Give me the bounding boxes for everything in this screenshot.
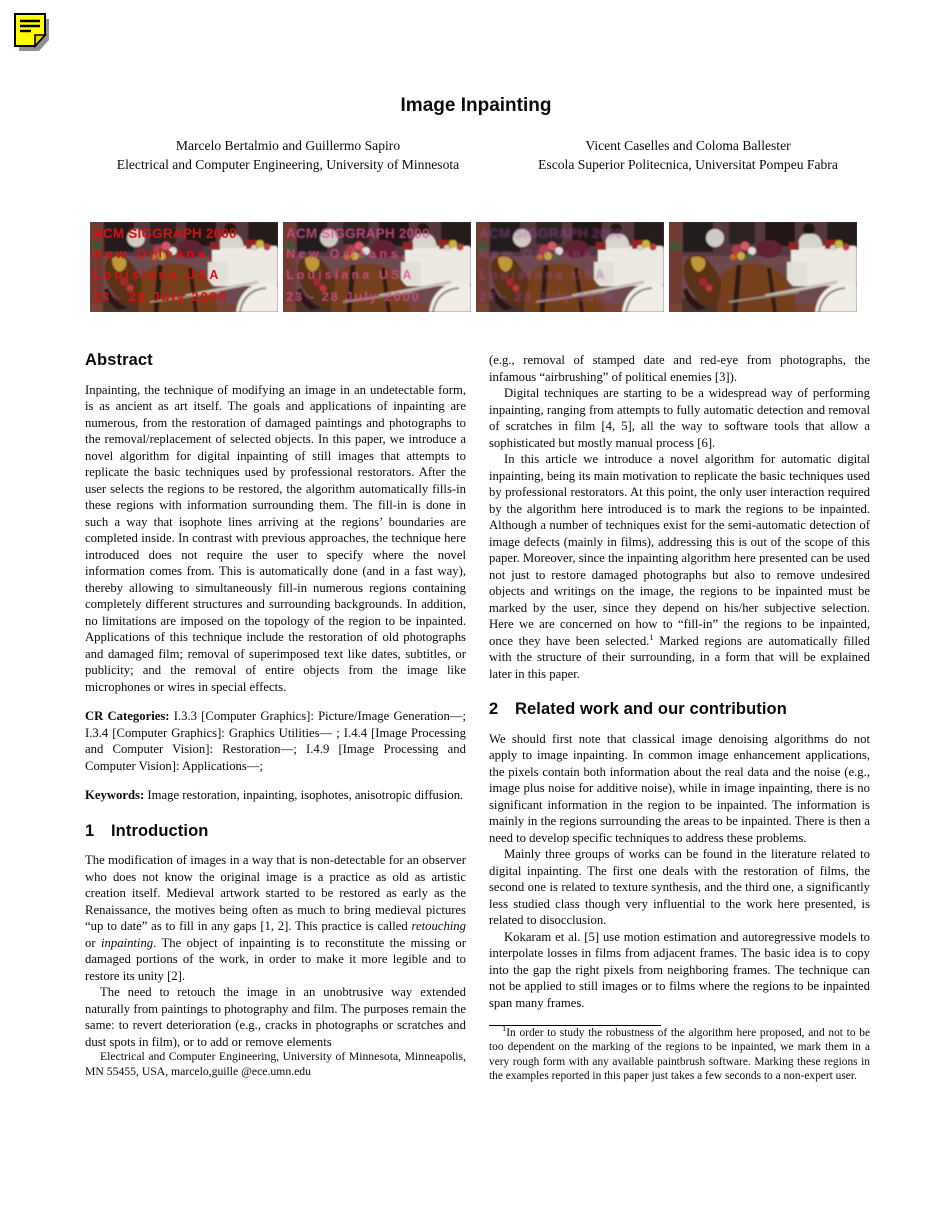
overlay-line-1: ACM SIGGRAPH 2000 xyxy=(479,226,623,241)
right-paragraph-2: Digital techniques are starting to be a widespread way of performing inpainting, ranging from attempts to fully automatic detection and removal of scratches in film [4, 5], all the way to software tools that allow a sophisticated but mostly manual process [6]. xyxy=(489,386,870,450)
section-2-title: Related work and our contribution xyxy=(515,700,787,718)
footnote-1-number: 1 xyxy=(502,1023,507,1034)
overlay-line-1: ACM SIGGRAPH 2000 xyxy=(286,226,430,241)
section-2-heading xyxy=(489,701,870,718)
section-2-number: 2 xyxy=(489,700,499,718)
cr-categories-paragraph xyxy=(85,708,466,774)
overlay-line-2: New Orleans, xyxy=(286,247,409,261)
section2-paragraph-2: Mainly three groups of works can be found in the literature related to digital inpainting. The first one deals with the restoration of films, the second one is related to texture synthesis, and the third one, a significantly less studied class though very influential to the work here presented, is related to disocclusion. xyxy=(489,847,870,927)
paper-title: Image Inpainting xyxy=(400,95,552,116)
cr-categories-label: CR Categories: xyxy=(85,709,170,723)
overlay-line-3: Louisiana USA xyxy=(286,268,415,282)
note-annotation-icon[interactable] xyxy=(12,12,56,60)
overlay-line-3 xyxy=(672,268,801,282)
author-block-right xyxy=(488,136,888,175)
figure-strip xyxy=(90,222,862,312)
overlay-line-4 xyxy=(672,289,807,304)
intro-p1-text-a: The modification of images in a way that is non-detectable for an observer who does not know the original image is a practice as old as artistic creation itself. Medieval artwork started to be restored as early as the Renaissance, the motives being often as much to bring medieval pictures “up to date” as to fill in any gaps [1, 2]. This practice is called xyxy=(85,853,466,933)
overlay-line-2 xyxy=(672,247,794,261)
note-annotation-glyph xyxy=(12,12,56,60)
intro-p1-text-c: . The object of inpainting is to reconstitute the missing or damaged portions of the work, in order to make it more legible and to restore its unity [2]. xyxy=(85,935,466,983)
right-p3-text-a: In this article we introduce a novel algorithm for automatic digital inpainting, being its main motivation to replicate the basic techniques used by professional restorators. At this point, the only user interaction required by the algorithm here introduced is to mark the regions to be inpainted. Although a number of techniques exist for the semi-automatic detection of image defects (mainly in films), addressing this is out of the scope of this paper. Moreover, since the inpainting algorithm here presented can be used not just to restore damaged photographs but also to remove undesired objects and writings on the image, the regions to be inpainted must be marked by the user, since they depend on his/her subjective selection. Here we are concerned on how to “fill-in” the regions to be inpainted, once they have been selected. xyxy=(489,452,870,648)
intro-p1-italic-retouching: retouching xyxy=(411,919,466,933)
figure-frame-2 xyxy=(283,222,471,312)
contact-note: Electrical and Computer Engineering, University of Minnesota, Minneapolis, MN 55455, USA, marcelo,guille @ece.umn.edu xyxy=(85,1050,466,1078)
author-names: Marcelo Bertalmio and Guillermo Sapiro xyxy=(175,138,401,153)
right-paragraph-3 xyxy=(489,451,870,682)
overlay-line-4: 23 - 28 July 2000 xyxy=(286,289,421,304)
left-column xyxy=(85,352,466,1079)
intro-p1-italic-inpainting: inpainting xyxy=(100,935,154,950)
intro-p1-text-b: or xyxy=(85,935,101,950)
keywords-label: Keywords: xyxy=(85,788,145,802)
cr-categories-text: I.3.3 [Computer Graphics]: Picture/Image Generation—; I.3.4 [Computer Graphics]: Graphics Utilities— ; I.4.4 [Image Processing and Computer Vision]: Restoration—; I.4.9 [Image Processing and Computer Vision]: Applications—; xyxy=(85,709,467,773)
intro-paragraph-2: The need to retouch the image in an unobtrusive way extended naturally from paintings to photography and film. The purposes remain the same: to revert deterioration (e.g., cracks in photographs or scratches and dust spots in film), or to add or remove elements xyxy=(85,985,466,1049)
right-column xyxy=(489,352,870,1084)
overlay-line-1: ACM SIGGRAPH 2000 xyxy=(93,226,237,241)
figure-frame-4 xyxy=(669,222,857,312)
section2-paragraph-3: Kokaram et al. [5] use motion estimation and autoregressive models to interpolate losses in films from adjacent frames. The basic idea is to copy into the gap the right pixels from neighboring frames. The technique can not be applied to still images or to films where the regions to be inpainted span many frames. xyxy=(489,929,870,1010)
intro-paragraph-1 xyxy=(85,852,466,984)
author-block-left xyxy=(88,136,488,175)
overlay-line-4: 23 - 28 July 2000 xyxy=(479,289,614,304)
author-affiliation: Escola Superior Politecnica, Universitat Pompeu Fabra xyxy=(538,157,838,173)
overlay-line-2: New Orleans, xyxy=(479,247,602,261)
figure-frame-3 xyxy=(476,222,664,312)
section-1-heading xyxy=(85,823,466,840)
section-1-number: 1 xyxy=(85,821,95,840)
author-affiliation: Electrical and Computer Engineering, University of Minnesota xyxy=(116,157,460,173)
abstract-heading: Abstract xyxy=(85,351,153,369)
right-paragraph-1: (e.g., removal of stamped date and red-eye from photographs, the infamous “airbrushing” of political enemies [3]). xyxy=(489,353,870,384)
siggraph-overlay-text xyxy=(476,222,664,312)
siggraph-overlay-text xyxy=(283,222,471,312)
right-p3-text-b: Marked regions are automatically filled with the structure of their surrounding, in a form that will be explained later in this paper. xyxy=(489,633,870,681)
section2-paragraph-1: We should first note that classical image denoising algorithms do not apply to image inpainting. In common image enhancement applications, the pixels contain both information about the real data and the noise (e.g., image plus noise for additive noise), while in image inpainting, there is no significant information in the region to be inpainted. The information is mainly in the regions surrounding the areas to be inpainted. There is then a need to develop specific techniques to address these problems. xyxy=(489,731,870,845)
overlay-line-3: Louisiana USA xyxy=(479,268,608,282)
overlay-line-2: New Orleans, xyxy=(93,247,216,261)
section-1-title: Introduction xyxy=(111,821,209,840)
abstract-paragraph: Inpainting, the technique of modifying an image in an undetectable form, is as ancient as art itself. The goals and applications of inpainting are numerous, from the restoration of damaged paintings and photographs to the removal/replacement of selected objects. In this paper, we introduce a novel algorithm for digital inpainting of still images that attempts to replicate the basic techniques used by professional restorators. After the user selects the regions to be restored, the algorithm automatically fills-in these regions with information surrounding them. The fill-in is done in such a way that isophote lines arriving at the regions’ boundaries are completed inside. In contrast with previous approaches, the technique here introduced does not require the user to specify where the novel information comes from. This is automatically done (and in a fast way), thereby allowing to simultaneously fill-in numerous regions containing completely different structures and surrounding backgrounds. In addition, no limitations are imposed on the topology of the region to be inpainted. Applications of this technique include the restoration of old photographs and damaged film; removal of superimposed text like dates, subtitles, or publicity; and the removal of entire objects from the image like microphones or wires in special effects. xyxy=(85,382,466,694)
overlay-line-1 xyxy=(672,226,816,241)
siggraph-overlay-text xyxy=(90,222,278,312)
footnote-1 xyxy=(489,1023,870,1084)
footnote-1-text: In order to study the robustness of the algorithm here proposed, and not to be too dependent on the marking of the regions to be inpainted, we mark them in a very rough form with any available paintbrush software. Marking these regions in the examples reported in this paper just takes a few seconds to a non-expert user. xyxy=(489,1027,870,1083)
overlay-line-3: Louisiana USA xyxy=(93,268,222,282)
footnote-reference-1: 1 xyxy=(649,631,654,642)
figure-frame-1 xyxy=(90,222,278,312)
author-names: Vicent Caselles and Coloma Ballester xyxy=(585,138,791,153)
keywords-paragraph xyxy=(85,787,466,804)
keywords-text: Image restoration, inpainting, isophotes, anisotropic diffusion. xyxy=(147,788,464,802)
overlay-line-4: 23 - 28 July 2000 xyxy=(93,289,228,304)
